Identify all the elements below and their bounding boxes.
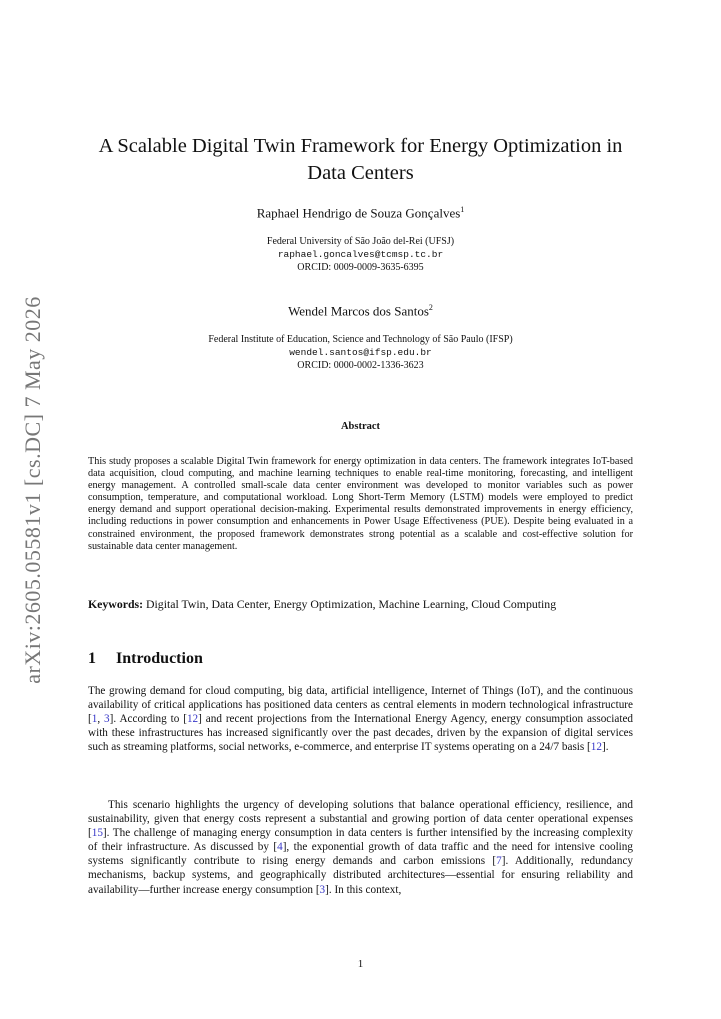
text-run: , <box>97 713 105 726</box>
citation-link[interactable]: 3 <box>319 883 326 896</box>
keywords-list: Digital Twin, Data Center, Energy Optimization, Machine Learning, Cloud Computing <box>146 597 557 611</box>
text-run: ], the exponential growth of data traffic and the need for intensive cooling systems significantly contribute to rising energy demands and carbon emissions [ <box>88 841 633 868</box>
citation-link[interactable]: 7 <box>496 855 502 868</box>
section-title: Introduction <box>116 650 203 667</box>
author-1-name: Raphael Hendrigo de Souza Gonçalves <box>256 205 461 221</box>
text-run: ]. According to [ <box>109 713 187 726</box>
author-2-name: Wendel Marcos dos Santos <box>288 303 429 319</box>
author-2-orcid: ORCID: 0000-0002-1336-3623 <box>297 360 424 371</box>
arxiv-id: arXiv:2605.05581v1 [cs.DC] 7 May 2026 <box>20 296 46 684</box>
text-run: ]. In this context, <box>325 883 402 896</box>
citation-link[interactable]: 12 <box>590 741 602 754</box>
keywords <box>88 597 633 612</box>
author-2-affiliation: Federal Institute of Education, Science and Technology of São Paulo (IFSP) <box>208 334 513 345</box>
section-heading <box>88 650 633 668</box>
intro-paragraph-1 <box>88 684 633 754</box>
author-1-affiliation: Federal University of São João del-Rei (UFSJ) <box>266 236 455 247</box>
author-1-sup: 1 <box>460 205 465 214</box>
page-number: 1 <box>357 958 364 970</box>
author-2-sup: 2 <box>428 303 433 312</box>
title-line-1: A Scalable Digital Twin Framework for Energy Optimization in <box>98 135 623 157</box>
citation-link[interactable]: 3 <box>104 713 110 726</box>
text-run: ]. Additionally, redundancy mechanisms, backup systems, and geographically distributed architectures—essential for ensuring reliability and availability—further increase energy consumption [ <box>88 855 634 896</box>
abstract-heading: Abstract <box>340 421 381 432</box>
author-1-affiliation-block <box>88 235 633 274</box>
author-2 <box>88 303 633 319</box>
citation-link[interactable]: 4 <box>277 841 283 854</box>
paper-title <box>88 133 633 187</box>
text-run: ]. <box>601 741 609 754</box>
author-1-email[interactable]: raphael.goncalves@tcmsp.tc.br <box>277 249 444 260</box>
text-run: The growing demand for cloud computing, big data, artificial intelligence, Internet of Things (IoT), and the continuous availability of critical applications has positioned data centers as central elements in modern technological infrastructure [ <box>88 685 633 726</box>
author-1 <box>88 205 633 221</box>
title-line-2: Data Centers <box>307 162 414 184</box>
citation-link[interactable]: 15 <box>91 827 103 840</box>
abstract-text: This study proposes a scalable Digital Twin framework for energy optimization in data centers. The framework integrates IoT-based data acquisition, cloud computing, and machine learning techniques to enable real-time monitoring, forecasting, and intelligent energy management. A controlled small-scale data center environment was developed to monitor variables such as power consumption, temperature, and computational workload. Long Short-Term Memory (LSTM) models were employed to predict energy demand and support operational decision-making. Experimental results demonstrated improvements in energy efficiency, including reductions in power consumption and enhancements in Power Usage Effectiveness (PUE). Despite being evaluated in a constrained environment, the proposed framework demonstrates strong potential as a scalable and cost-effective solution for sustainable data center management. <box>88 456 633 552</box>
author-1-orcid: ORCID: 0009-0009-3635-6395 <box>297 262 424 273</box>
keywords-label: Keywords: <box>88 597 144 611</box>
citation-link[interactable]: 12 <box>186 713 199 726</box>
text-run: This scenario highlights the urgency of developing solutions that balance operational efficiency, resilience, and sustainability, given that energy costs represent a substantial and growing portion of data center operational expenses [ <box>88 799 633 840</box>
author-2-affiliation-block <box>88 333 633 372</box>
citation-link[interactable]: 1 <box>91 713 98 726</box>
arxiv-watermark <box>14 296 52 684</box>
text-run: ] and recent projections from the International Energy Agency, energy consumption associated with these infrastructures has increased significantly over the past decades, driven by the expansion of digital services such as streaming platforms, social networks, e-commerce, and enterprise IT systems operating on a 24/7 basis [ <box>88 713 634 754</box>
text-run: ]. The challenge of managing energy consumption in data centers is further intensified by the increasing complexity of their infrastructure. As discussed by [ <box>88 827 633 854</box>
intro-paragraph-2 <box>88 798 633 897</box>
section-number: 1 <box>88 650 96 667</box>
author-2-email[interactable]: wendel.santos@ifsp.edu.br <box>289 347 432 358</box>
